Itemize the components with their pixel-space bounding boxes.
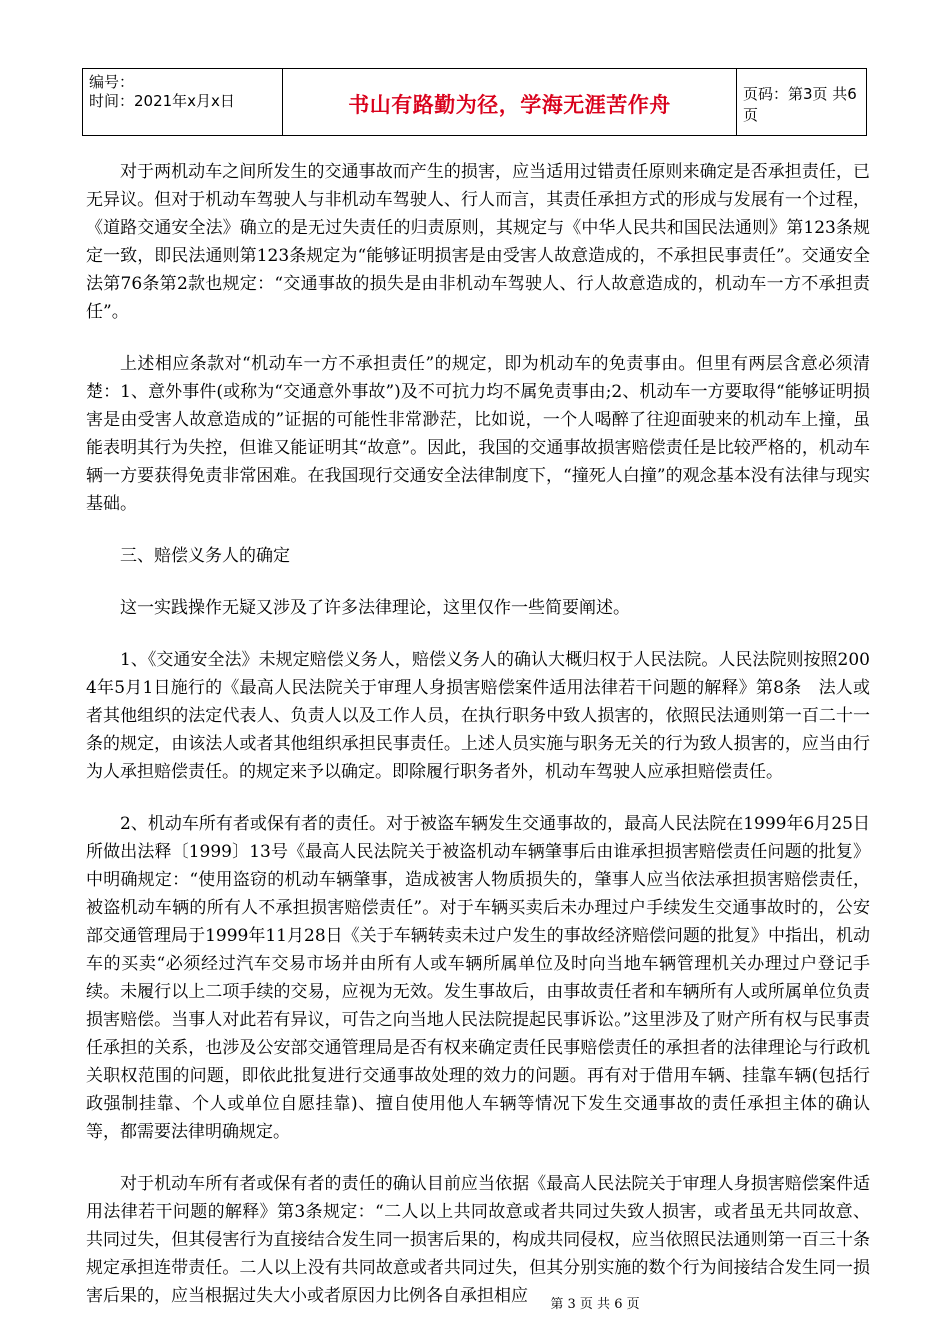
document-time-label: 时间：2021年x月x日	[89, 92, 235, 110]
header-page-info: 页码：第3页 共6页	[743, 85, 857, 124]
body-paragraph: 对于机动车所有者或保有者的责任的确认目前应当依据《最高人民法院关于审理人身损害赔偿案件适用法律若干问题的解释》第3条规定：“二人以上共同故意或者共同过失致人损害，或者虽无共同故意、共同过失，但其侵害行为直接结合发生同一损害后果的，构成共同侵权，应当依照民法通则第一百三十条规定承担连带责任。二人以上没有共同故意或者共同过失，但其分别实施的数个行为间接结合发生同一损害后果的，应当根据过失大小或者原因力比例各自承担相应	[86, 1174, 870, 1306]
body-paragraph: 2、机动车所有者或保有者的责任。对于被盗车辆发生交通事故的，最高人民法院在1999年6月25日所做出法释〔1999〕13号《最高人民法院关于被盗机动车辆肇事后由谁承担损害赔偿责任问题的批复》中明确规定：“使用盗窃的机动车辆肇事，造成被害人物质损失的，肇事人应当依法承担损害赔偿责任，被盗机动车辆的所有人不承担损害赔偿责任”。对于车辆买卖后未办理过户手续发生交通事故时的，公安部交通管理局于1999年11月28日《关于车辆转卖未过户发生的事故经济赔偿问题的批复》中指出，机动车的买卖“必须经过汽车交易市场并由所有人或车辆所属单位及时向当地车辆管理机关办理过户登记手续。未履行以上二项手续的交易，应视为无效。发生事故后，由事故责任者和车辆所有人或所属单位负责损害赔偿。当事人对此若有异议，可告之向当地人民法院提起民事诉讼。”这里涉及了财产所有权与民事责任承担的关系，也涉及公安部交通管理局是否有权来确定责任民事赔偿责任的承担者的法律理论与行政机关职权范围的问题，即依此批复进行交通事故处理的效力的问题。再有对于借用车辆、挂靠车辆(包括行政强制挂靠、个人或单位自愿挂靠)、擅自使用他人车辆等情况下发生交通事故的责任承担主体的确认等，都需要法律明确规定。	[86, 814, 870, 1142]
document-body	[86, 158, 870, 1334]
body-paragraph: 上述相应条款对“机动车一方不承担责任”的规定，即为机动车的免责事由。但里有两层含意必须清楚：1、意外事件(或称为“交通意外事故”)及不可抗力均不属免责事由;2、机动车一方要取得“能够证明损害是由受害人故意造成的”证据的可能性非常渺茫，比如说，一个人喝醉了往迎面驶来的机动车上撞，虽能表明其行为失控，但谁又能证明其“故意”。因此，我国的交通事故损害赔偿责任是比较严格的，机动车辆一方要获得免责非常困难。在我国现行交通安全法律制度下，“撞死人白撞”的观念基本没有法律与现实基础。	[86, 354, 870, 514]
header-meta-cell	[83, 69, 283, 135]
body-paragraph: 1、《交通安全法》未规定赔偿义务人，赔偿义务人的确认大概归权于人民法院。人民法院则按照2004年5月1日施行的《最高人民法院关于审理人身损害赔偿案件适用法律若干问题的解释》第8条 法人或者其他组织的法定代表人、负责人以及工作人员，在执行职务中致人损害的，依照民法通则第一百二十一条的规定，由该法人或者其他组织承担民事责任。上述人员实施与职务无关的行为致人损害的，应当由行为人承担赔偿责任。的规定来予以确定。即除履行职务者外，机动车驾驶人应承担赔偿责任。	[86, 650, 870, 782]
document-number-label: 编号：	[89, 73, 135, 91]
body-paragraph: 这一实践操作无疑又涉及了许多法律理论，这里仅作一些简要阐述。	[120, 598, 630, 618]
header-motto: 书山有路勤为径，学海无涯苦作舟	[283, 69, 737, 135]
section-heading: 三、赔偿义务人的确定	[120, 546, 290, 566]
page-header	[82, 68, 867, 136]
body-paragraph: 对于两机动车之间所发生的交通事故而产生的损害，应当适用过错责任原则来确定是否承担责任，已无异议。但对于机动车驾驶人与非机动车驾驶人、行人而言，其责任承担方式的形成与发展有一个过程，《道路交通安全法》确立的是无过失责任的归责原则，其规定与《中华人民共和国民法通则》第123条规定一致，即民法通则第123条规定为“能够证明损害是由受害人故意造成的，不承担民事责任”。交通安全法第76条第2款也规定：“交通事故的损失是由非机动车驾驶人、行人故意造成的，机动车一方不承担责任”。	[86, 162, 870, 322]
page-footer: 第 3 页 共 6 页	[550, 1297, 640, 1312]
